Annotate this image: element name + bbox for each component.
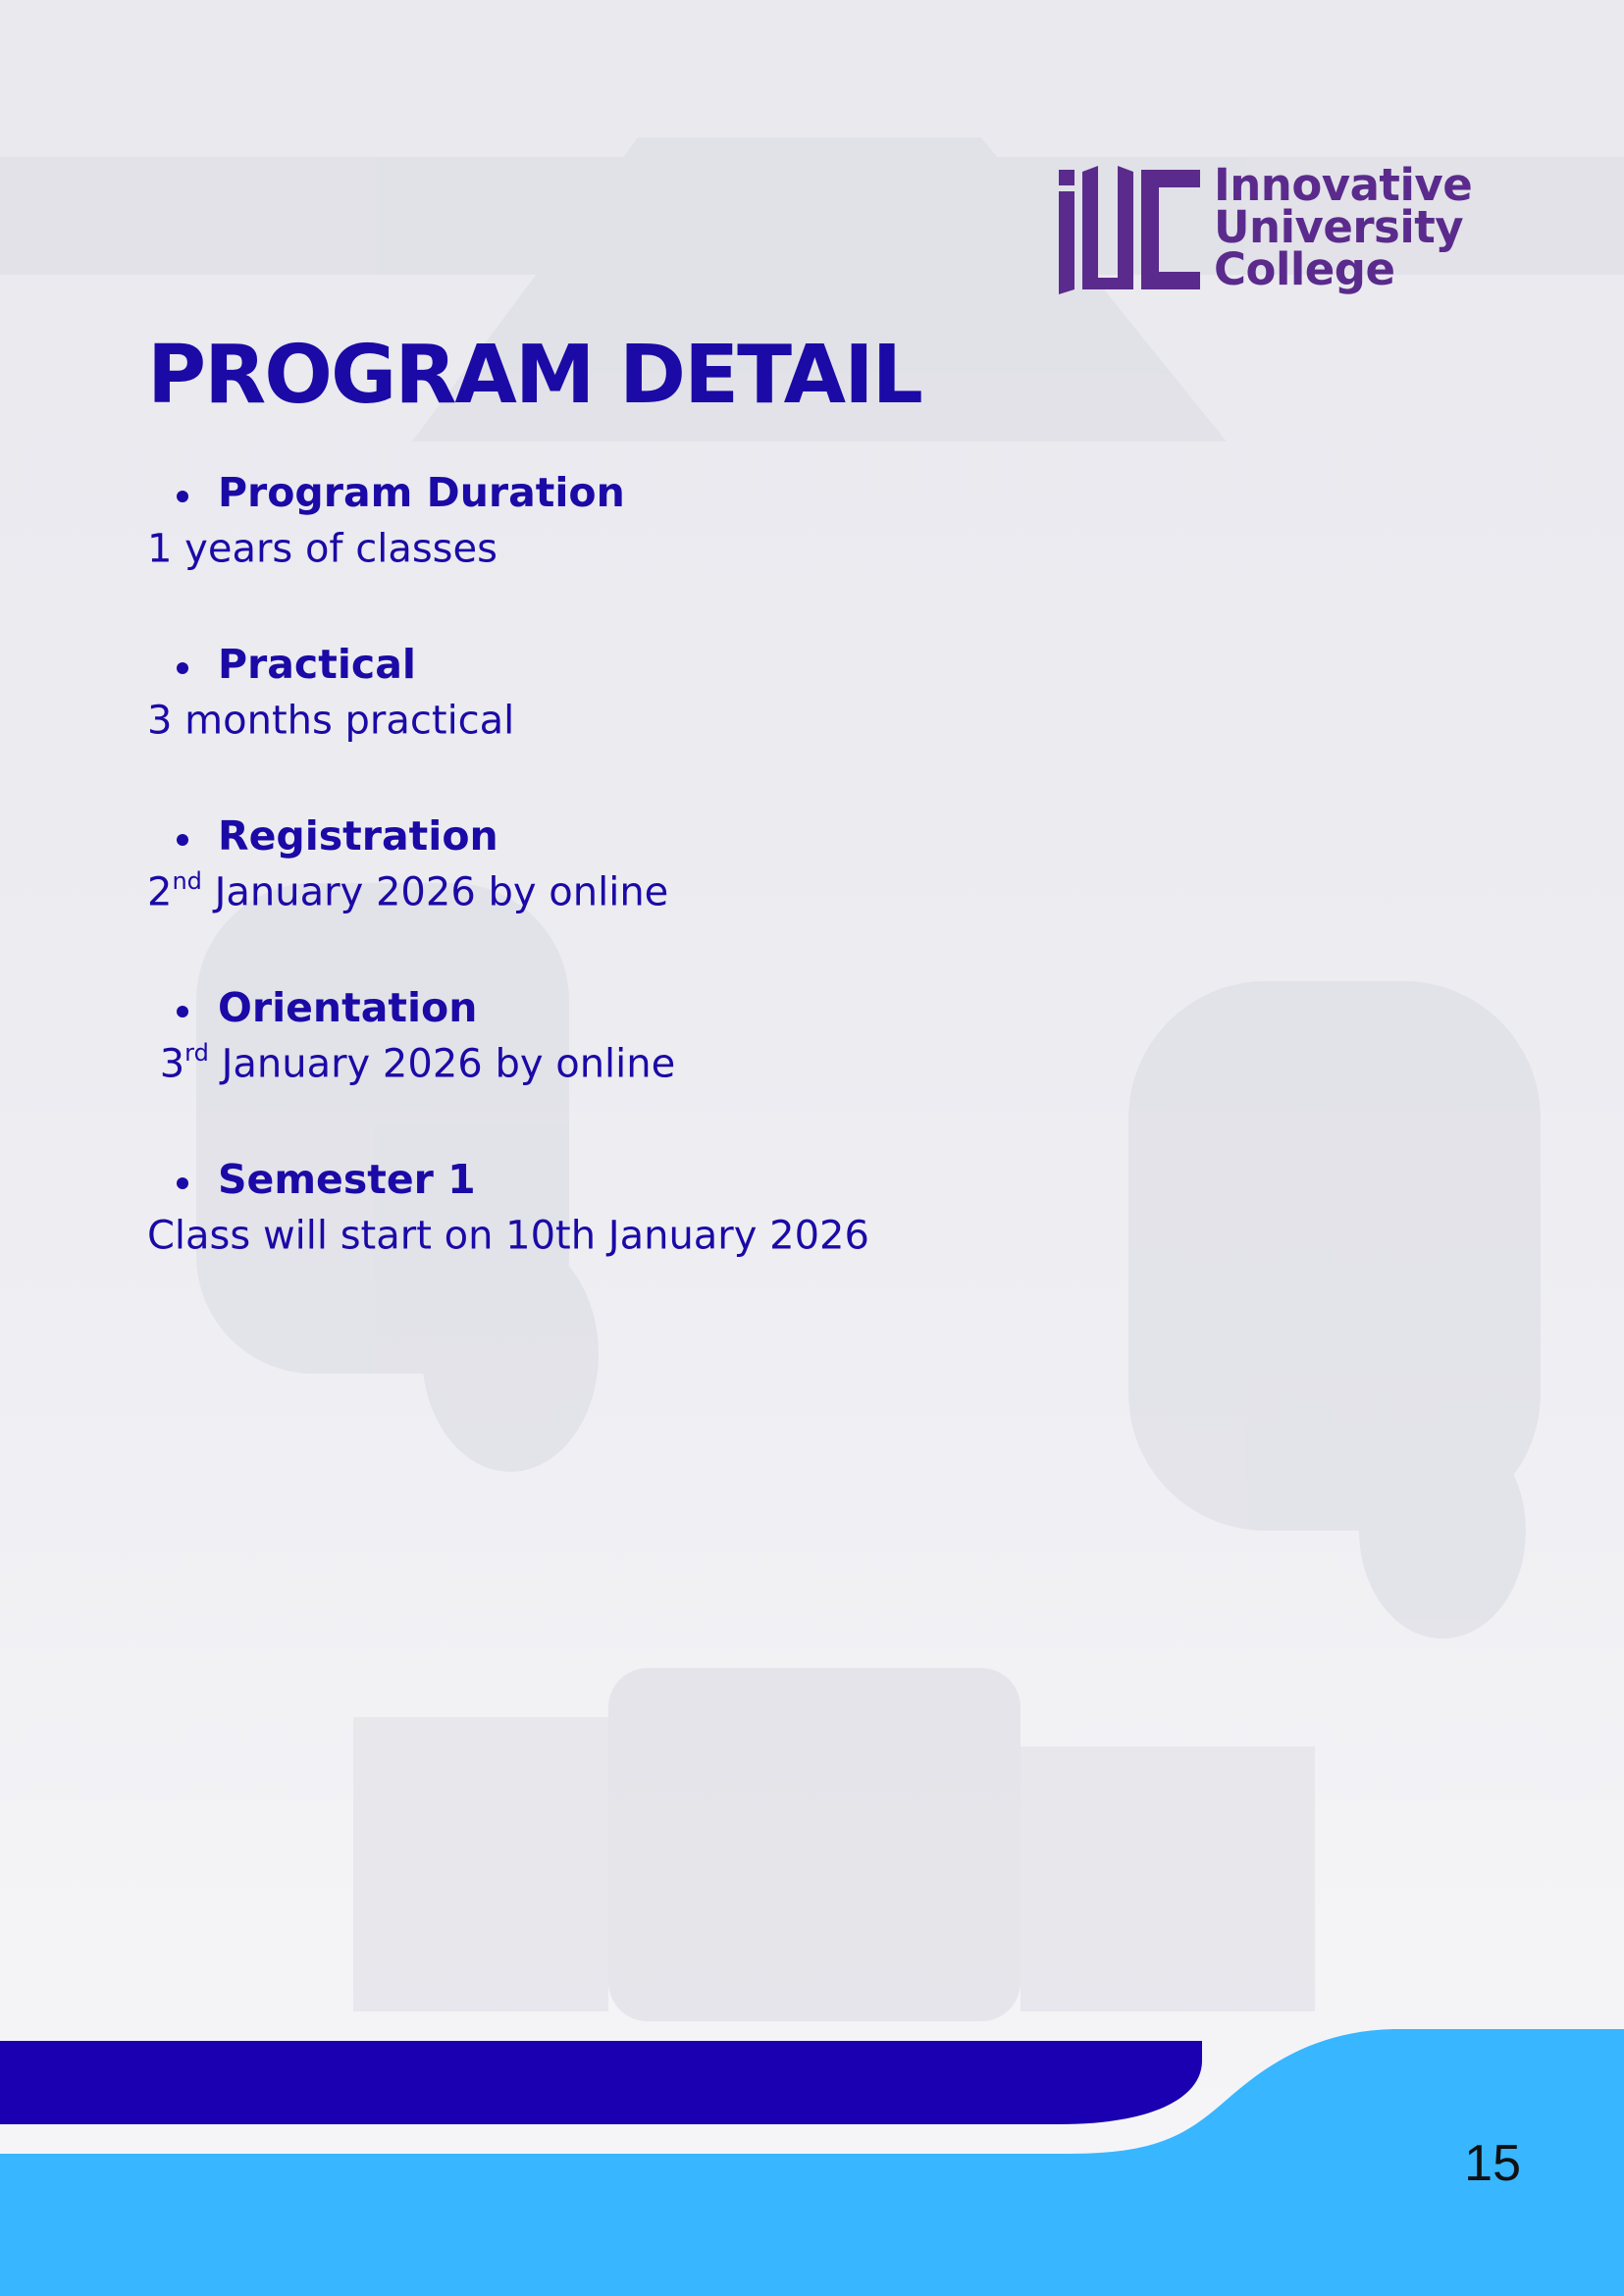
page-number: 15: [1464, 2135, 1521, 2192]
detail-value: [147, 1041, 675, 1086]
detail-value: [147, 869, 668, 914]
bullet-icon: [177, 662, 188, 674]
logo-line-1: Innovative: [1214, 159, 1473, 211]
detail-value-text: 3 months practical: [147, 698, 515, 744]
detail-value: [147, 698, 514, 743]
logo-line-2: University: [1214, 201, 1464, 253]
detail-value-rest: January 2026 by online: [208, 1041, 676, 1087]
detail-label: Registration: [218, 812, 498, 860]
bullet-icon: [177, 1177, 188, 1189]
college-logo: [1055, 159, 1473, 299]
detail-value-sup: rd: [184, 1039, 209, 1067]
bullet-icon: [177, 491, 188, 502]
detail-value-sup: nd: [172, 867, 202, 895]
detail-item-registration: [147, 805, 1227, 976]
detail-label: Orientation: [218, 984, 478, 1031]
detail-value-rest: January 2026 by online: [201, 869, 669, 915]
logo-line-3: College: [1214, 243, 1395, 295]
detail-value-text: 1 years of classes: [147, 526, 498, 572]
detail-value-text: 3: [147, 1041, 185, 1087]
detail-label: Program Duration: [218, 469, 625, 516]
bullet-icon: [177, 834, 188, 846]
detail-item-orientation: [147, 976, 1227, 1148]
detail-label: Practical: [218, 641, 416, 688]
detail-value-text: Class will start on 10th January 2026: [147, 1213, 869, 1259]
detail-value: [147, 526, 498, 571]
footer-wave-decoration: [0, 2021, 1624, 2296]
program-details-list: [147, 461, 1227, 1320]
page-title: PROGRAM DETAIL: [147, 329, 921, 422]
iuc-monogram-icon: [1055, 162, 1202, 294]
footer-dark-band: [0, 2041, 1202, 2124]
bullet-icon: [177, 1006, 188, 1018]
detail-item-practical: [147, 633, 1227, 805]
detail-item-semester: [147, 1148, 1227, 1320]
detail-value-text: 2: [147, 869, 173, 915]
detail-item-duration: [147, 461, 1227, 633]
detail-label: Semester 1: [218, 1156, 476, 1203]
detail-value: [147, 1213, 869, 1258]
logo-wordmark: [1214, 159, 1473, 295]
